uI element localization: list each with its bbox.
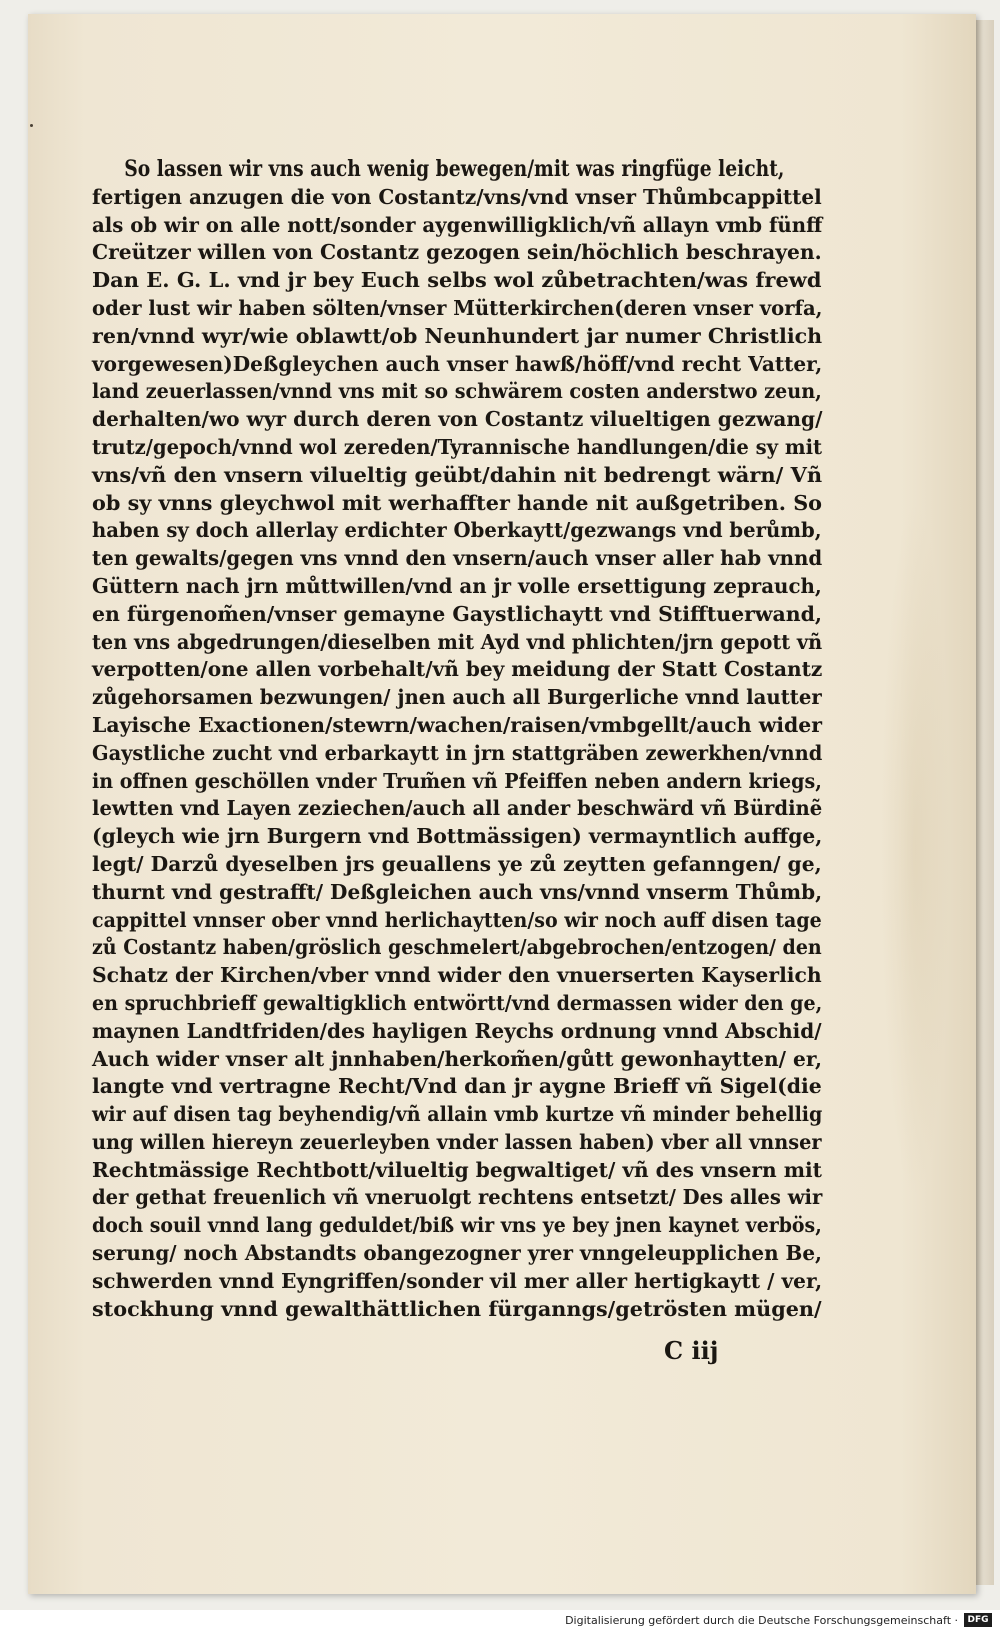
body-text <box>92 156 822 1323</box>
text-line: verpotten/one allen vorbehalt/vñ bey meidung der Statt Costantz <box>92 657 823 682</box>
text-line: Rechtmässige Rechtbott/vilueltig begwaltiget/ vñ des vnsern mit <box>92 1157 822 1182</box>
text-line: derhalten/wo wyr durch deren von Costantz vilueltigen gezwang/ <box>92 407 823 432</box>
text-line: wir auf disen tag beyhendig/vñ allain vmb kurtze vñ minder behellig <box>92 1102 823 1127</box>
ink-speck <box>30 124 33 127</box>
text-line: ten gewalts/gegen vns vnnd den vnsern/auch vnser aller hab vnnd <box>92 546 823 571</box>
text-line: trutz/gepoch/vnnd wol zereden/Tyrannische handlungen/die sy mit <box>92 434 823 459</box>
text-line: vns/vñ den vnsern vilueltig geübt/dahin nit bedrengt wärn/ Vñ <box>92 462 823 487</box>
text-line: maynen Landtfriden/des hayligen Reychs ordnung vnnd Abschid/ <box>92 1018 822 1043</box>
text-line: zůgehorsamen bezwungen/ jnen auch all Burgerliche vnnd lautter <box>92 685 822 710</box>
text-line: ob sy vnns gleychwol mit werhaffter hande nit außgetriben. So <box>92 490 823 515</box>
text-line: stockhung vnnd gewalthättlichen fürganngs/getrösten mügen/ <box>92 1296 822 1321</box>
text-line: en spruchbrieff gewaltigklich entwörtt/vnd dermassen wider den ge, <box>92 990 823 1015</box>
next-page-edge <box>976 20 994 1585</box>
text-line: cappittel vnnser ober vnnd herlichaytten/so wir noch auff disen tage <box>92 907 822 932</box>
text-line: ten vns abgedrungen/dieselben mit Ayd vnd phlichten/jrn gepott vñ <box>92 629 823 654</box>
text-line: fertigen anzugen die von Costantz/vns/vnd vnser Thůmbcappittel <box>92 184 822 209</box>
text-line: zů Costantz haben/gröslich geschmelert/abgebrochen/entzogen/ den <box>92 935 822 960</box>
text-line: legt/ Darzů dyeselben jrs geuallens ye zů zeytten gefanngen/ ge, <box>92 851 822 876</box>
text-line: serung/ noch Abstandts obangezogner yrer vnngeleupplichen Be, <box>92 1241 823 1266</box>
text-line: doch souil vnnd lang geduldet/biß wir vns ye bey jnen kaynet verbös, <box>92 1213 822 1238</box>
text-line: ung willen hiereyn zeuerleyben vnder lassen haben) vber all vnnser <box>92 1129 822 1154</box>
signature-mark: C iij <box>664 1336 719 1365</box>
text-line: oder lust wir haben sölten/vnser Mütterkirchen(deren vnser vorfa, <box>92 295 823 320</box>
text-line: haben sy doch allerlay erdichter Oberkaytt/gezwangs vnd berůmb, <box>92 518 822 543</box>
text-line: ren/vnnd wyr/wie oblawtt/ob Neunhundert jar numer Christlich <box>92 323 823 348</box>
text-line: schwerden vnnd Eyngriffen/sonder vil mer aller hertigkaytt / ver, <box>92 1268 823 1293</box>
text-line: der gethat freuenlich vñ vneruolgt rechtens entsetzt/ Des alles wir <box>92 1185 823 1210</box>
text-line: vorgewesen)Deßgleychen auch vnser hawß/höff/vnd recht Vatter, <box>92 351 823 376</box>
funding-credit: Digitalisierung gefördert durch die Deutsche Forschungsgemeinschaft · <box>565 1614 958 1627</box>
text-line: land zeuerlassen/vnnd vns mit so schwärem costen anderstwo zeun, <box>92 379 822 404</box>
paper-stain <box>880 500 950 1200</box>
text-line: Auch wider vnser alt jnnhaben/herkom̃en/gůtt gewonhaytten/ er, <box>92 1046 823 1071</box>
text-line: lewtten vnd Layen zeziechen/auch all ander beschwärd vñ Bürdinẽ <box>92 796 823 821</box>
text-line: langte vnd vertragne Recht/Vnd dan jr aygne Brieff vñ Sigel(die <box>92 1074 822 1099</box>
text-line: in offnen geschöllen vnder Trum̃en vñ Pfeiffen neben andern kriegs, <box>92 768 822 793</box>
dfg-logo-icon: DFG <box>964 1613 992 1627</box>
text-line: en fürgenom̃en/vnser gemayne Gaystlichaytt vnd Stifftuerwand, <box>92 601 823 626</box>
text-line: Dan E. G. L. vnd jr bey Euch selbs wol zůbetrachten/was frewd <box>92 268 822 293</box>
text-line: Schatz der Kirchen/vber vnnd wider den vnuerserten Kayserlich <box>92 963 822 988</box>
text-line: thurnt vnd gestrafft/ Deßgleichen auch vns/vnnd vnserm Thůmb, <box>92 879 823 904</box>
text-line: (gleych wie jrn Burgern vnd Bottmässigen) vermayntlich auffge, <box>92 824 823 849</box>
text-line: als ob wir on alle nott/sonder aygenwilligklich/vñ allayn vmb fünff <box>92 212 823 237</box>
text-line: Layische Exactionen/stewrn/wachen/raisen/vmbgellt/auch wider <box>92 712 823 737</box>
text-line: Creützer willen von Costantz gezogen sein/höchlich beschrayen. <box>92 240 822 265</box>
text-line: Güttern nach jrn můttwillen/vnd an jr volle ersettigung zeprauch, <box>92 573 822 598</box>
text-line: Gaystliche zucht vnd erbarkaytt in jrn stattgräben zewerkhen/vnnd <box>92 740 823 765</box>
text-line: So lassen wir vns auch wenig bewegen/mit was ringfüge leicht, <box>124 156 785 182</box>
